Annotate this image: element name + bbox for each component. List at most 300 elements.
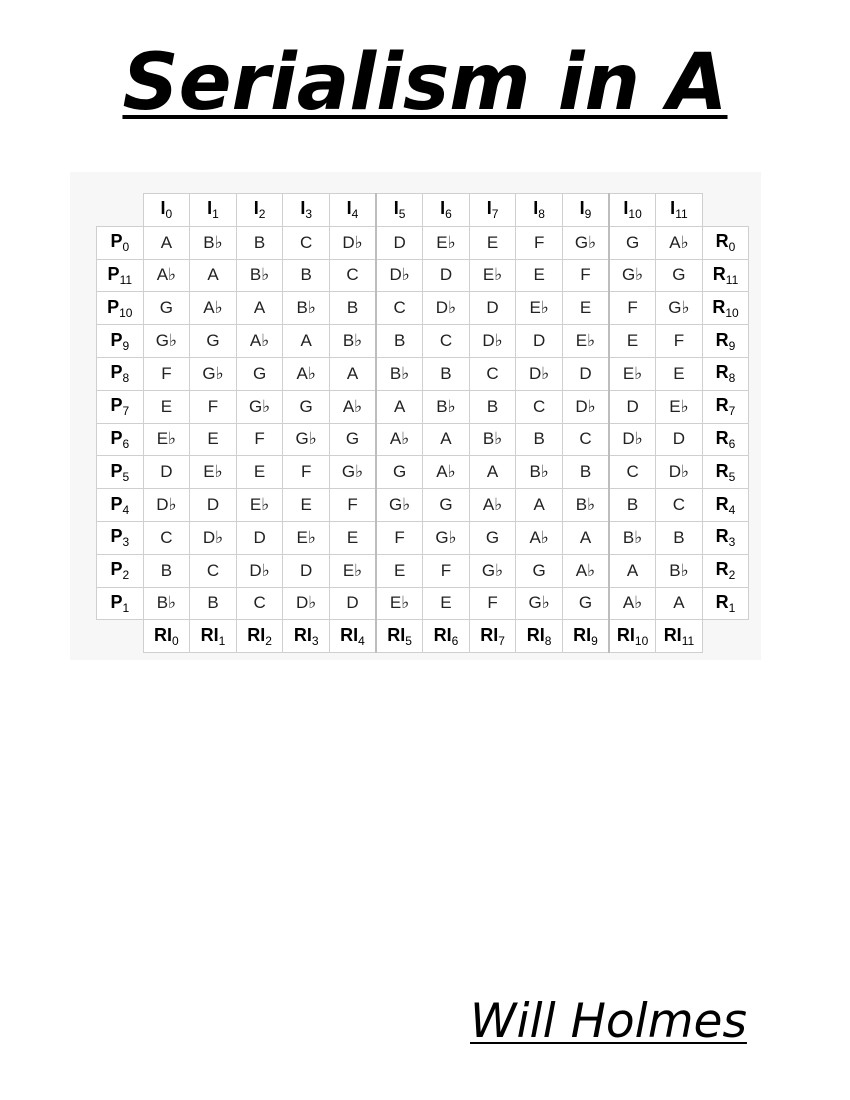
retrograde-inversion-header bbox=[656, 620, 703, 653]
matrix-cell: D♭ bbox=[283, 587, 330, 620]
matrix-cell: B bbox=[562, 456, 609, 489]
inversion-header-index: 11 bbox=[675, 207, 688, 222]
retrograde-inversion-header-index: 5 bbox=[405, 633, 412, 648]
matrix-cell: A♭ bbox=[656, 226, 703, 259]
matrix-cell: E bbox=[190, 423, 237, 456]
matrix-cell: E bbox=[329, 521, 376, 554]
prime-row-label-index: 11 bbox=[119, 272, 133, 287]
retrograde-row-label bbox=[702, 325, 749, 358]
matrix-cell: C bbox=[236, 587, 283, 620]
retrograde-row-label bbox=[702, 259, 749, 292]
prime-row-label bbox=[97, 259, 144, 292]
inversion-header-index: 2 bbox=[258, 207, 266, 222]
author-name bbox=[470, 994, 747, 1049]
matrix-cell: F bbox=[516, 226, 563, 259]
retrograde-row-label-index: 7 bbox=[728, 404, 736, 419]
retrograde-row-label-letter: R bbox=[715, 493, 729, 514]
matrix-cell: G♭ bbox=[283, 423, 330, 456]
prime-row-label-index: 7 bbox=[122, 404, 130, 419]
matrix-cell: B bbox=[516, 423, 563, 456]
retrograde-row-label-letter: R bbox=[715, 329, 729, 350]
matrix-cell: B bbox=[609, 489, 656, 522]
retrograde-inversion-header-index: 1 bbox=[218, 633, 226, 648]
matrix-row bbox=[97, 554, 749, 587]
prime-row-label-index: 4 bbox=[122, 502, 130, 517]
matrix-corner bbox=[702, 620, 749, 653]
retrograde-inversion-header-letter: RI bbox=[526, 624, 545, 645]
matrix-cell: G♭ bbox=[516, 587, 563, 620]
matrix-corner bbox=[97, 620, 144, 653]
inversion-header-index: 10 bbox=[628, 207, 642, 222]
matrix-cell: B♭ bbox=[329, 325, 376, 358]
retrograde-row-label bbox=[702, 357, 749, 390]
retrograde-inversion-header-index: 11 bbox=[681, 633, 695, 648]
matrix-cell: G bbox=[469, 521, 516, 554]
inversion-header bbox=[143, 194, 190, 227]
matrix-cell: E♭ bbox=[423, 226, 470, 259]
matrix-cell: F bbox=[656, 325, 703, 358]
matrix-cell: C bbox=[656, 489, 703, 522]
matrix-cell: A bbox=[236, 292, 283, 325]
prime-row-label bbox=[97, 390, 144, 423]
inversion-header-letter: I bbox=[393, 198, 399, 219]
matrix-cell: E bbox=[143, 390, 190, 423]
matrix-cell: A bbox=[609, 554, 656, 587]
matrix-cell: A♭ bbox=[190, 292, 237, 325]
matrix-cell: D bbox=[562, 357, 609, 390]
retrograde-row-label bbox=[702, 521, 749, 554]
matrix-cell: A♭ bbox=[469, 489, 516, 522]
inversion-header-letter: I bbox=[486, 198, 492, 219]
prime-row-label-index: 10 bbox=[119, 305, 133, 320]
retrograde-row-label-index: 6 bbox=[728, 436, 736, 451]
matrix-cell: G♭ bbox=[423, 521, 470, 554]
matrix-cell: G♭ bbox=[190, 357, 237, 390]
inversion-header bbox=[423, 194, 470, 227]
inversion-header bbox=[562, 194, 609, 227]
matrix-cell: G♭ bbox=[143, 325, 190, 358]
page-title bbox=[0, 38, 850, 128]
prime-row-label bbox=[97, 554, 144, 587]
prime-row-label-letter: P bbox=[110, 329, 123, 350]
matrix-row bbox=[97, 325, 749, 358]
prime-row-label-letter: P bbox=[110, 493, 123, 514]
matrix-cell: A♭ bbox=[423, 456, 470, 489]
retrograde-inversion-header-index: 4 bbox=[358, 633, 365, 648]
matrix-cell: A♭ bbox=[329, 390, 376, 423]
inversion-header bbox=[190, 194, 237, 227]
matrix-cell: E bbox=[236, 456, 283, 489]
matrix-cell: G♭ bbox=[376, 489, 423, 522]
retrograde-row-label-letter: R bbox=[712, 263, 726, 284]
retrograde-inversion-header-letter: RI bbox=[154, 624, 173, 645]
prime-row-label-letter: P bbox=[110, 526, 123, 547]
matrix-cell: F bbox=[423, 554, 470, 587]
prime-row-label-letter: P bbox=[110, 591, 123, 612]
matrix-cell: D♭ bbox=[516, 357, 563, 390]
matrix-cell: B bbox=[190, 587, 237, 620]
prime-row-label bbox=[97, 357, 144, 390]
inversion-header-letter: I bbox=[670, 198, 676, 219]
retrograde-row-label bbox=[702, 292, 749, 325]
matrix-cell: A bbox=[143, 226, 190, 259]
prime-row-label-letter: P bbox=[110, 460, 123, 481]
matrix-cell: B♭ bbox=[376, 357, 423, 390]
matrix-cell: B bbox=[656, 521, 703, 554]
matrix-cell: D bbox=[423, 259, 470, 292]
matrix-cell: A bbox=[376, 390, 423, 423]
matrix-cell: D♭ bbox=[143, 489, 190, 522]
retrograde-row-label-letter: R bbox=[715, 231, 729, 252]
matrix-cell: D♭ bbox=[562, 390, 609, 423]
retrograde-inversion-header bbox=[283, 620, 330, 653]
matrix-cell: G♭ bbox=[656, 292, 703, 325]
matrix-row bbox=[97, 423, 749, 456]
matrix-cell: D bbox=[190, 489, 237, 522]
matrix-cell: G bbox=[236, 357, 283, 390]
matrix-cell: A bbox=[656, 587, 703, 620]
inversion-header-index: 8 bbox=[538, 207, 545, 222]
matrix-cell: B bbox=[143, 554, 190, 587]
retrograde-inversion-header-letter: RI bbox=[387, 624, 406, 645]
matrix-header-row bbox=[97, 194, 749, 227]
tone-row-matrix bbox=[96, 193, 749, 653]
inversion-header bbox=[516, 194, 563, 227]
retrograde-row-label-index: 11 bbox=[725, 272, 739, 287]
matrix-cell: D♭ bbox=[423, 292, 470, 325]
matrix-cell: E♭ bbox=[656, 390, 703, 423]
matrix-cell: D bbox=[236, 521, 283, 554]
inversion-header-letter: I bbox=[579, 198, 585, 219]
matrix-cell: C bbox=[516, 390, 563, 423]
matrix-cell: G bbox=[376, 456, 423, 489]
retrograde-row-label bbox=[702, 226, 749, 259]
matrix-cell: E♭ bbox=[469, 259, 516, 292]
matrix-row bbox=[97, 489, 749, 522]
matrix-cell: B♭ bbox=[656, 554, 703, 587]
prime-row-label bbox=[97, 587, 144, 620]
matrix-cell: G♭ bbox=[329, 456, 376, 489]
matrix-cell: E♭ bbox=[329, 554, 376, 587]
matrix-cell: A bbox=[516, 489, 563, 522]
inversion-header-letter: I bbox=[300, 198, 306, 219]
retrograde-inversion-header bbox=[143, 620, 190, 653]
matrix-row bbox=[97, 456, 749, 489]
prime-row-label bbox=[97, 226, 144, 259]
retrograde-inversion-header-index: 7 bbox=[498, 633, 505, 648]
matrix-cell: D bbox=[376, 226, 423, 259]
prime-row-label bbox=[97, 292, 144, 325]
retrograde-row-label-index: 8 bbox=[728, 371, 736, 386]
retrograde-inversion-header-index: 9 bbox=[591, 633, 598, 648]
matrix-cell: B♭ bbox=[469, 423, 516, 456]
matrix-cell: G bbox=[329, 423, 376, 456]
retrograde-row-label bbox=[702, 587, 749, 620]
matrix-cell: E bbox=[376, 554, 423, 587]
inversion-header-letter: I bbox=[623, 198, 629, 219]
matrix-row bbox=[97, 226, 749, 259]
retrograde-inversion-header-index: 2 bbox=[265, 633, 272, 648]
matrix-cell: E bbox=[656, 357, 703, 390]
retrograde-inversion-header bbox=[609, 620, 656, 653]
prime-row-label-index: 3 bbox=[122, 535, 130, 550]
retrograde-row-label-index: 10 bbox=[725, 305, 739, 320]
matrix-cell: A bbox=[283, 325, 330, 358]
matrix-cell: G♭ bbox=[469, 554, 516, 587]
matrix-cell: A♭ bbox=[609, 587, 656, 620]
matrix-cell: G♭ bbox=[236, 390, 283, 423]
retrograde-inversion-header bbox=[376, 620, 423, 653]
matrix-cell: C bbox=[376, 292, 423, 325]
retrograde-row-label bbox=[702, 489, 749, 522]
matrix-cell: F bbox=[329, 489, 376, 522]
matrix-cell: F bbox=[283, 456, 330, 489]
matrix-cell: A bbox=[562, 521, 609, 554]
retrograde-row-label-letter: R bbox=[715, 526, 729, 547]
matrix-row bbox=[97, 357, 749, 390]
inversion-header-letter: I bbox=[440, 198, 446, 219]
matrix-row bbox=[97, 292, 749, 325]
inversion-header bbox=[329, 194, 376, 227]
matrix-cell: D bbox=[283, 554, 330, 587]
retrograde-inversion-header-letter: RI bbox=[480, 624, 499, 645]
retrograde-inversion-header bbox=[423, 620, 470, 653]
prime-row-label bbox=[97, 489, 144, 522]
prime-row-label-index: 6 bbox=[122, 436, 130, 451]
inversion-header-index: 3 bbox=[305, 207, 313, 222]
retrograde-row-label-letter: R bbox=[715, 559, 729, 580]
matrix-cell: B♭ bbox=[283, 292, 330, 325]
matrix-cell: A bbox=[469, 456, 516, 489]
matrix-corner bbox=[97, 194, 144, 227]
prime-row-label-letter: P bbox=[107, 263, 120, 284]
matrix-cell: B♭ bbox=[190, 226, 237, 259]
matrix-cell: B♭ bbox=[143, 587, 190, 620]
matrix-cell: E bbox=[516, 259, 563, 292]
matrix-cell: E♭ bbox=[562, 325, 609, 358]
retrograde-row-label-letter: R bbox=[715, 460, 729, 481]
matrix-cell: G bbox=[143, 292, 190, 325]
matrix-cell: D♭ bbox=[656, 456, 703, 489]
inversion-header bbox=[283, 194, 330, 227]
inversion-header-letter: I bbox=[533, 198, 539, 219]
inversion-header bbox=[236, 194, 283, 227]
matrix-cell: F bbox=[190, 390, 237, 423]
matrix-cell: B bbox=[236, 226, 283, 259]
retrograde-row-label bbox=[702, 423, 749, 456]
retrograde-inversion-header-letter: RI bbox=[247, 624, 266, 645]
matrix-cell: E♭ bbox=[376, 587, 423, 620]
matrix-cell: F bbox=[376, 521, 423, 554]
matrix-cell: E♭ bbox=[143, 423, 190, 456]
prime-row-label-index: 0 bbox=[122, 240, 130, 255]
prime-row-label-index: 1 bbox=[122, 600, 130, 615]
matrix-row bbox=[97, 587, 749, 620]
matrix-cell: D bbox=[516, 325, 563, 358]
retrograde-row-label-index: 9 bbox=[728, 338, 736, 353]
matrix-cell: D♭ bbox=[469, 325, 516, 358]
matrix-row bbox=[97, 521, 749, 554]
matrix-cell: G bbox=[283, 390, 330, 423]
matrix-cell: B♭ bbox=[236, 259, 283, 292]
retrograde-inversion-header-index: 3 bbox=[311, 633, 319, 648]
retrograde-row-label-index: 4 bbox=[728, 502, 736, 517]
matrix-cell: A♭ bbox=[562, 554, 609, 587]
inversion-header-index: 7 bbox=[491, 207, 499, 222]
prime-row-label-index: 8 bbox=[122, 371, 130, 386]
inversion-header-index: 6 bbox=[445, 207, 452, 222]
matrix-cell: D bbox=[656, 423, 703, 456]
matrix-row bbox=[97, 390, 749, 423]
matrix-cell: C bbox=[423, 325, 470, 358]
matrix-cell: E bbox=[562, 292, 609, 325]
matrix-cell: F bbox=[562, 259, 609, 292]
prime-row-label-letter: P bbox=[110, 395, 123, 416]
retrograde-inversion-header bbox=[329, 620, 376, 653]
prime-row-label-letter: P bbox=[110, 559, 123, 580]
inversion-header-index: 1 bbox=[212, 207, 219, 222]
matrix-cell: E♭ bbox=[190, 456, 237, 489]
matrix-cell: F bbox=[469, 587, 516, 620]
retrograde-inversion-header-letter: RI bbox=[663, 624, 682, 645]
matrix-cell: D♭ bbox=[376, 259, 423, 292]
matrix-cell: C bbox=[562, 423, 609, 456]
inversion-header-letter: I bbox=[253, 198, 259, 219]
retrograde-inversion-header-letter: RI bbox=[616, 624, 635, 645]
matrix-cell: C bbox=[143, 521, 190, 554]
prime-row-label-letter: P bbox=[110, 427, 123, 448]
matrix-cell: G bbox=[190, 325, 237, 358]
matrix-cell: A bbox=[423, 423, 470, 456]
inversion-header bbox=[469, 194, 516, 227]
matrix-cell: G♭ bbox=[562, 226, 609, 259]
matrix-cell: C bbox=[283, 226, 330, 259]
retrograde-inversion-header-index: 10 bbox=[634, 633, 649, 648]
matrix-cell: B♭ bbox=[609, 521, 656, 554]
matrix-cell: B bbox=[329, 292, 376, 325]
inversion-header-index: 0 bbox=[165, 207, 173, 222]
retrograde-inversion-header-index: 6 bbox=[451, 633, 459, 648]
retrograde-row-label-index: 0 bbox=[728, 240, 736, 255]
inversion-header-letter: I bbox=[346, 198, 352, 219]
inversion-header-letter: I bbox=[160, 198, 166, 219]
retrograde-inversion-header bbox=[190, 620, 237, 653]
matrix-cell: A♭ bbox=[236, 325, 283, 358]
matrix-footer-row bbox=[97, 620, 749, 653]
matrix-cell: B bbox=[283, 259, 330, 292]
retrograde-row-label-letter: R bbox=[712, 296, 726, 317]
matrix-cell: E bbox=[283, 489, 330, 522]
retrograde-row-label-index: 3 bbox=[728, 535, 736, 550]
inversion-header-index: 5 bbox=[398, 207, 406, 222]
matrix-cell: E bbox=[423, 587, 470, 620]
retrograde-inversion-header-index: 0 bbox=[172, 633, 179, 648]
retrograde-inversion-header bbox=[562, 620, 609, 653]
matrix-cell: E♭ bbox=[609, 357, 656, 390]
matrix-cell: F bbox=[609, 292, 656, 325]
page-title-text: Serialism in A bbox=[122, 38, 728, 128]
matrix-cell: G bbox=[516, 554, 563, 587]
matrix-cell: G♭ bbox=[609, 259, 656, 292]
matrix-cell: D♭ bbox=[329, 226, 376, 259]
retrograde-inversion-header-index: 8 bbox=[544, 633, 552, 648]
matrix-cell: F bbox=[236, 423, 283, 456]
retrograde-row-label-letter: R bbox=[715, 427, 729, 448]
matrix-cell: B bbox=[423, 357, 470, 390]
matrix-cell: D♭ bbox=[190, 521, 237, 554]
matrix-cell: A bbox=[190, 259, 237, 292]
retrograde-inversion-header-letter: RI bbox=[340, 624, 359, 645]
prime-row-label-index: 9 bbox=[122, 338, 130, 353]
inversion-header-index: 4 bbox=[351, 207, 359, 222]
retrograde-row-label bbox=[702, 390, 749, 423]
retrograde-inversion-header bbox=[236, 620, 283, 653]
retrograde-inversion-header bbox=[469, 620, 516, 653]
retrograde-row-label bbox=[702, 456, 749, 489]
matrix-cell: E bbox=[469, 226, 516, 259]
retrograde-inversion-header bbox=[516, 620, 563, 653]
matrix-cell: A♭ bbox=[143, 259, 190, 292]
retrograde-row-label-index: 2 bbox=[728, 568, 736, 583]
inversion-header-letter: I bbox=[207, 198, 213, 219]
matrix-cell: C bbox=[609, 456, 656, 489]
matrix-cell: C bbox=[469, 357, 516, 390]
prime-row-label-letter: P bbox=[110, 231, 123, 252]
retrograde-row-label-letter: R bbox=[715, 395, 729, 416]
matrix-cell: G bbox=[609, 226, 656, 259]
matrix-cell: D♭ bbox=[609, 423, 656, 456]
retrograde-row-label-letter: R bbox=[715, 362, 729, 383]
prime-row-label-index: 2 bbox=[122, 568, 130, 583]
matrix-cell: D bbox=[143, 456, 190, 489]
matrix-cell: C bbox=[190, 554, 237, 587]
matrix-cell: A bbox=[329, 357, 376, 390]
matrix-cell: A♭ bbox=[283, 357, 330, 390]
prime-row-label bbox=[97, 325, 144, 358]
retrograde-inversion-header-letter: RI bbox=[293, 624, 312, 645]
matrix-cell: F bbox=[143, 357, 190, 390]
prime-row-label bbox=[97, 521, 144, 554]
author-name-text: Will Holmes bbox=[470, 994, 747, 1049]
retrograde-inversion-header-letter: RI bbox=[573, 624, 592, 645]
matrix-cell: C bbox=[329, 259, 376, 292]
matrix-cell: B♭ bbox=[516, 456, 563, 489]
matrix-cell: G bbox=[423, 489, 470, 522]
inversion-header bbox=[609, 194, 656, 227]
matrix-cell: E♭ bbox=[516, 292, 563, 325]
matrix-cell: A♭ bbox=[516, 521, 563, 554]
matrix-cell: E♭ bbox=[283, 521, 330, 554]
prime-row-label bbox=[97, 423, 144, 456]
inversion-header-index: 9 bbox=[584, 207, 592, 222]
inversion-header bbox=[656, 194, 703, 227]
matrix-cell: E bbox=[609, 325, 656, 358]
inversion-header bbox=[376, 194, 423, 227]
retrograde-row-label-index: 5 bbox=[728, 469, 736, 484]
matrix-corner bbox=[702, 194, 749, 227]
prime-row-label-letter: P bbox=[110, 362, 123, 383]
matrix-cell: D bbox=[609, 390, 656, 423]
matrix-cell: G bbox=[656, 259, 703, 292]
prime-row-label-letter: P bbox=[107, 296, 120, 317]
matrix-cell: B bbox=[469, 390, 516, 423]
matrix-cell: B bbox=[376, 325, 423, 358]
matrix-cell: B♭ bbox=[562, 489, 609, 522]
matrix-cell: G bbox=[562, 587, 609, 620]
retrograde-row-label-index: 1 bbox=[728, 600, 736, 615]
retrograde-row-label-letter: R bbox=[715, 591, 729, 612]
matrix-cell: B♭ bbox=[423, 390, 470, 423]
